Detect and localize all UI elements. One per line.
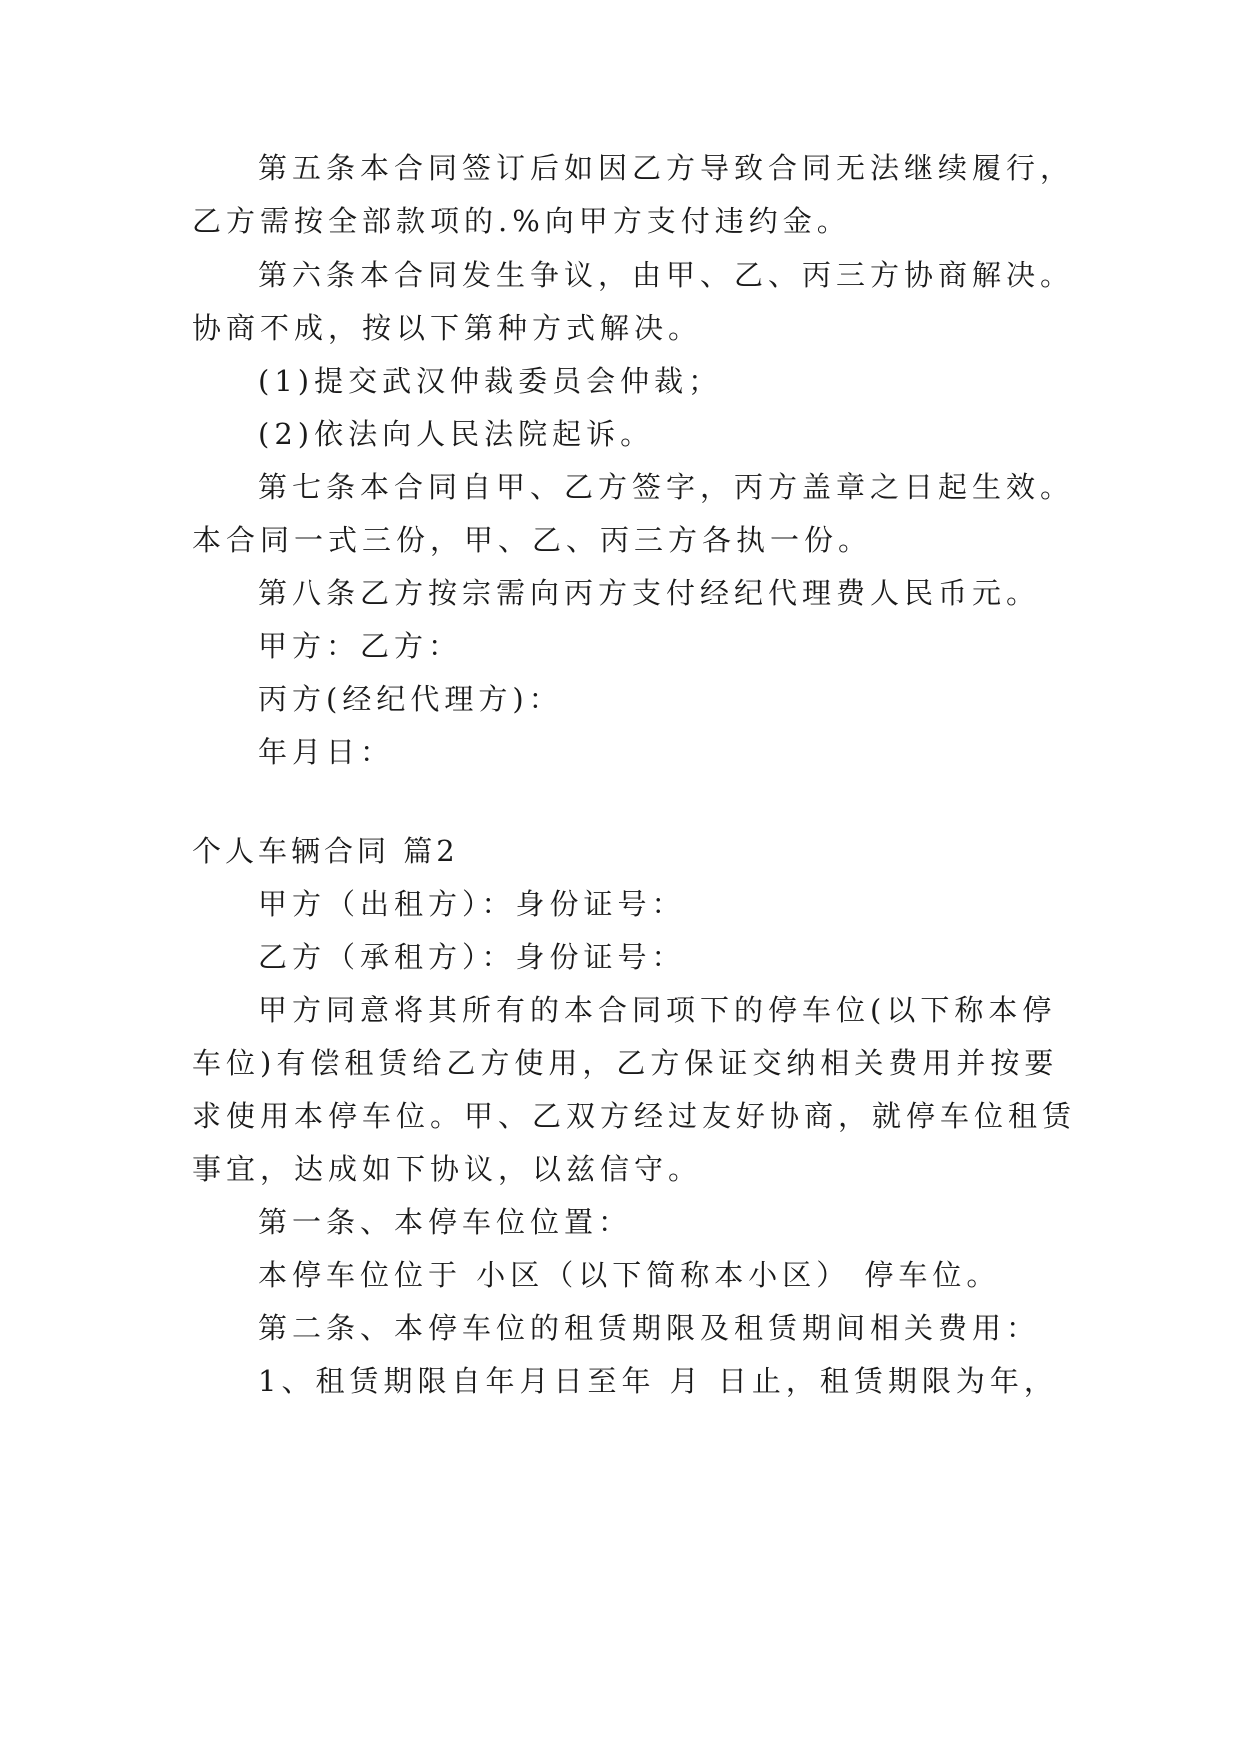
article2-item1: 1、租赁期限自年月日至年 月 日止，租赁期限为年， [258, 1364, 1058, 1398]
article7-line1: 第七条本合同自甲、乙方签字，丙方盖章之日起生效。 [258, 470, 1075, 504]
signature-party-ab: 甲方：乙方： [258, 629, 463, 663]
option-1: (1)提交武汉仲裁委员会仲裁； [258, 364, 723, 398]
intro-line3: 求使用本停车位。甲、乙双方经过友好协商，就停车位租赁 [192, 1099, 1077, 1133]
intro-line1: 甲方同意将其所有的本合同项下的停车位(以下称本停 [258, 993, 1057, 1027]
article6-line2: 协商不成，按以下第种方式解决。 [192, 311, 703, 345]
signature-date: 年月日： [258, 735, 395, 769]
intro-line4: 事宜，达成如下协议，以兹信守。 [192, 1152, 703, 1186]
article5-line2: 乙方需按全部款项的.%向甲方支付违约金。 [192, 204, 851, 238]
article1-text: 本停车位位于 小区（以下简称本小区） 停车位。 [258, 1258, 1001, 1292]
article7-line2: 本合同一式三份，甲、乙、丙三方各执一份。 [192, 523, 873, 557]
option-2: (2)依法向人民法院起诉。 [258, 417, 655, 451]
article8: 第八条乙方按宗需向丙方支付经纪代理费人民币元。 [258, 576, 1041, 610]
lessee-line: 乙方（承租方）：身份证号： [258, 940, 686, 974]
article5-line1: 第五条本合同签订后如因乙方导致合同无法继续履行， [258, 151, 1075, 185]
section-heading: 个人车辆合同 篇2 [192, 834, 459, 868]
article1-title: 第一条、本停车位位置： [258, 1205, 633, 1239]
signature-party-c: 丙方(经纪代理方)： [258, 682, 563, 716]
intro-line2: 车位)有偿租赁给乙方使用，乙方保证交纳相关费用并按要 [192, 1046, 1059, 1080]
article2-title: 第二条、本停车位的租赁期限及租赁期间相关费用： [258, 1311, 1041, 1345]
lessor-line: 甲方（出租方）：身份证号： [258, 887, 686, 921]
article6-line1: 第六条本合同发生争议，由甲、乙、丙三方协商解决。 [258, 258, 1075, 292]
